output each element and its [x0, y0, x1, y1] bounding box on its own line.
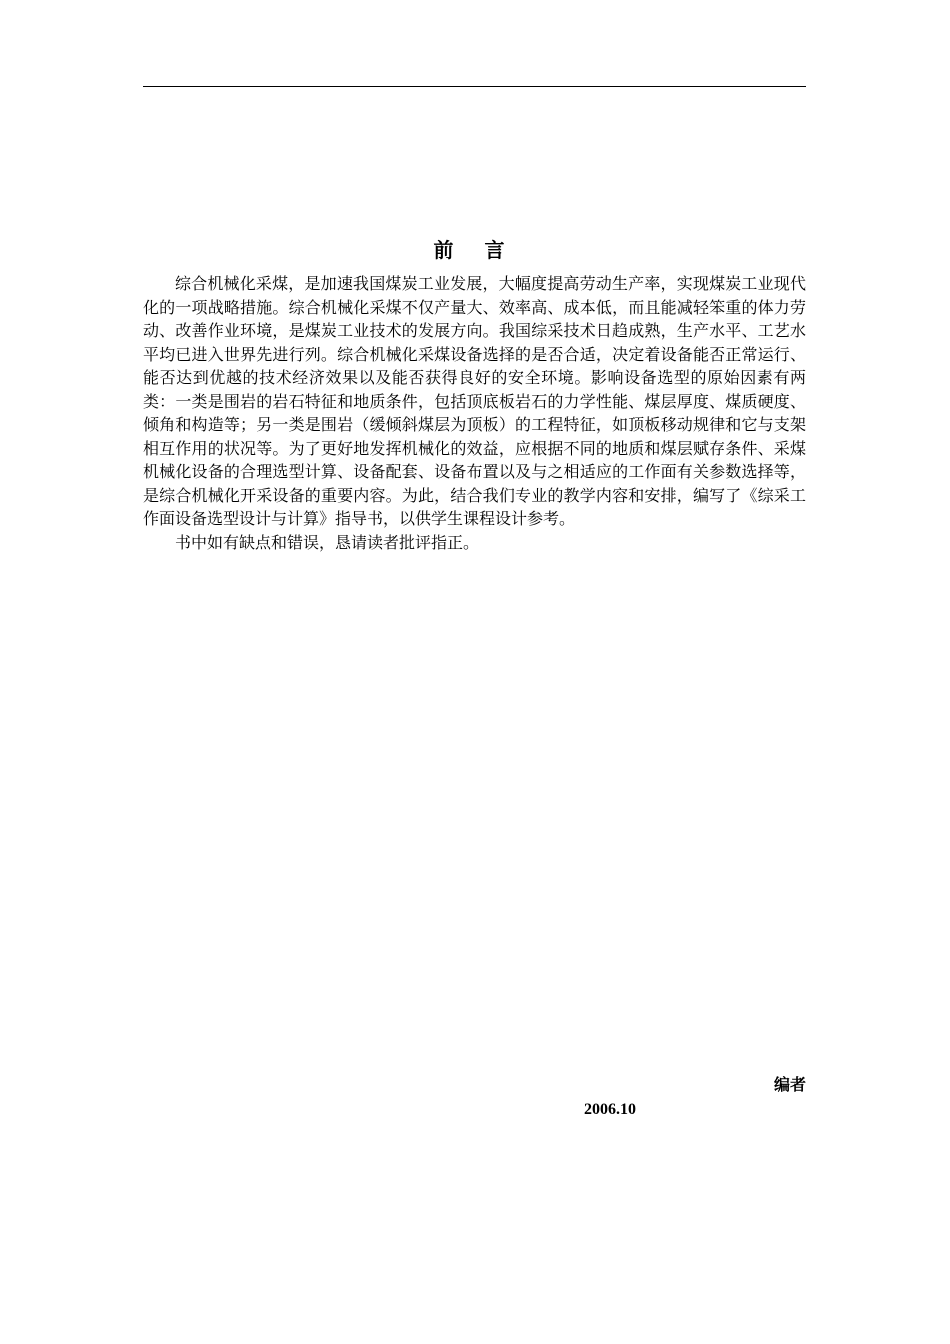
preface-paragraph-1: 综合机械化采煤，是加速我国煤炭工业发展，大幅度提高劳动生产率，实现煤炭工业现代化的一项战略措施。综合机械化采煤不仅产量大、效率高、成本低，而且能减轻笨重的体力劳动、改善作业环境，是煤炭工业技术的发展方向。我国综采技术日趋成熟，生产水平、工艺水平均已进入世界先进行列。综合机械化采煤设备选择的是否合适，决定着设备能否正常运行、能否达到优越的技术经济效果以及能否获得良好的安全环境。影响设备选型的原始因素有两类：一类是围岩的岩石特征和地质条件，包括顶底板岩石的力学性能、煤层厚度、煤质硬度、倾角和构造等；另一类是围岩（缓倾斜煤层为顶板）的工程特征，如顶板移动规律和它与支架相互作用的状况等。为了更好地发挥机械化的效益，应根据不同的地质和煤层赋存条件、采煤机械化设备的合理选型计算、设备配套、设备布置以及与之相适应的工作面有关参数选择等，是综合机械化开采设备的重要内容。为此，结合我们专业的教学内容和安排，编写了《综采工作面设备选型设计与计算》指导书，以供学生课程设计参考。: [143, 274, 806, 528]
author-signature: 编者: [773, 1075, 806, 1094]
page-title: 前 言: [433, 238, 517, 262]
preface-body: [143, 272, 806, 554]
preface-paragraph-2: 书中如有缺点和错误，恳请读者批评指正。: [175, 532, 480, 552]
header-rule: [143, 86, 806, 87]
publication-date: 2006.10: [584, 1101, 636, 1118]
